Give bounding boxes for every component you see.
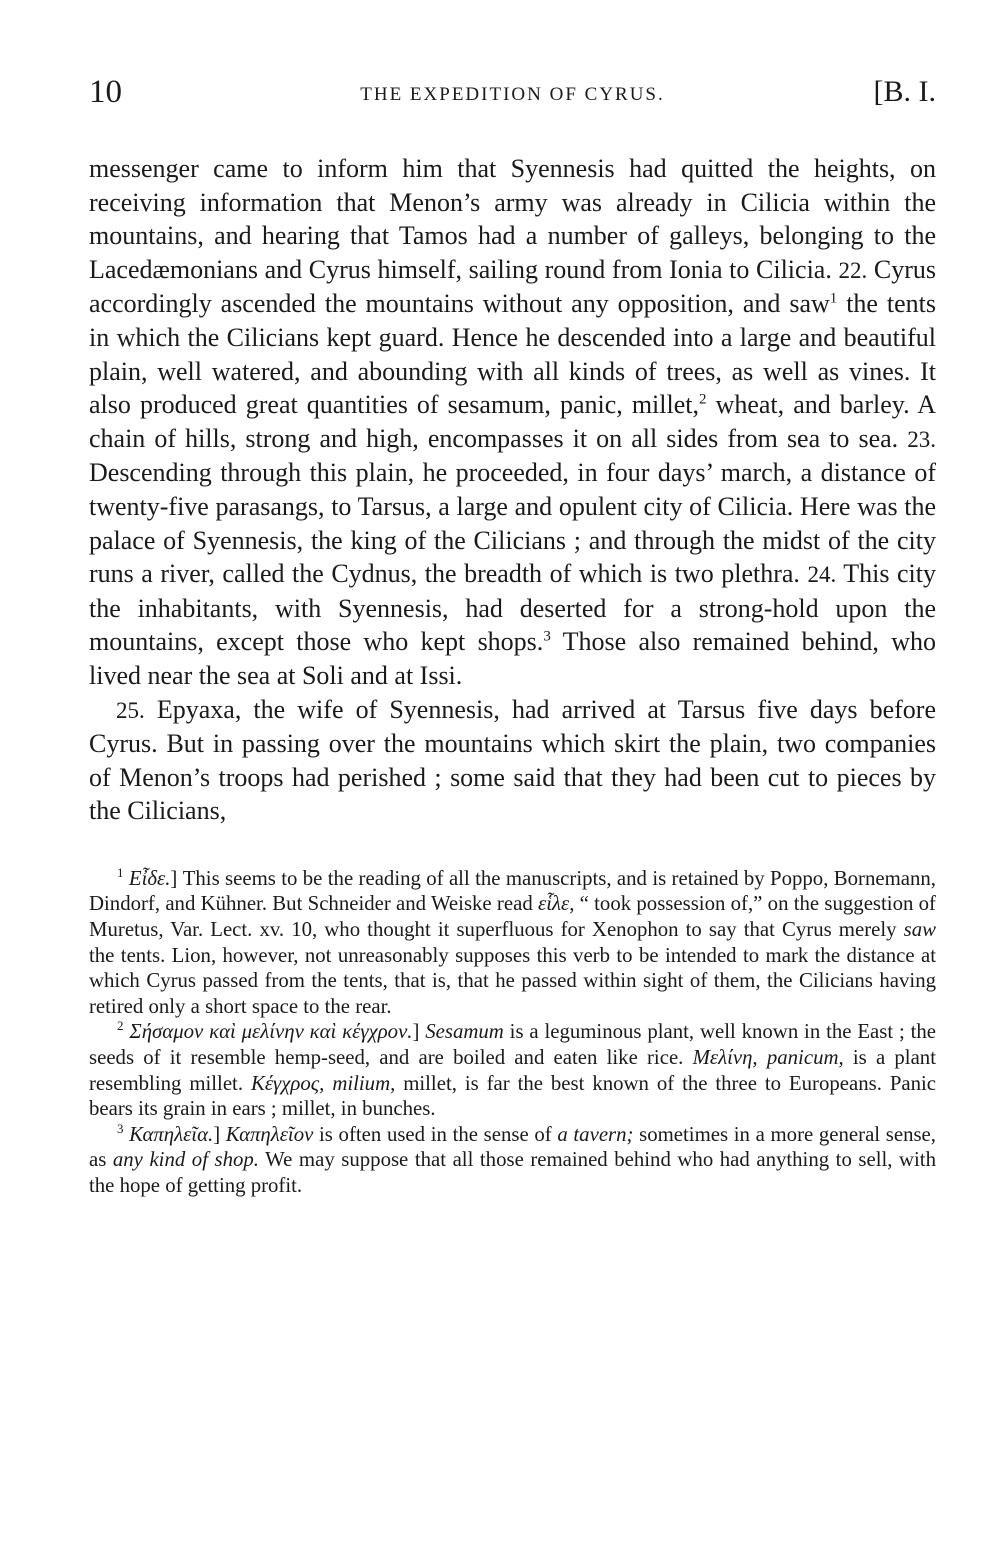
text-run: We may suppose that all those remained behind who had anything to sell, with the hope of getting profit. bbox=[89, 1148, 936, 1197]
text-run: is a leguminous plant, well known in the East ; the seeds of it resemble hemp-seed, and are boiled and eaten like rice. bbox=[89, 1020, 936, 1070]
text-run: sometimes in a more general sense, as bbox=[89, 1122, 936, 1172]
italic-word: milium, bbox=[332, 1071, 396, 1095]
running-title: THE EXPEDITION OF CYRUS. bbox=[360, 84, 665, 105]
section-number-25: 25. bbox=[116, 697, 145, 723]
text-run: Cyrus accordingly ascended the mountains without any opposition, and saw bbox=[89, 254, 936, 319]
footnote-ref-2: 2 bbox=[699, 391, 707, 408]
italic-word: panicum, bbox=[766, 1046, 844, 1070]
footnote-2 bbox=[89, 1019, 936, 1121]
section-number-22: 22. bbox=[838, 257, 868, 283]
page-header bbox=[89, 72, 936, 122]
text-run: , “ took possession of,” on the suggestion of Muretus, Var. Lect. xv. 10, who thought it superfluous for Xenophon to say that Cyrus merely bbox=[89, 892, 936, 942]
footnote-1 bbox=[89, 866, 936, 1020]
text-run bbox=[758, 1046, 767, 1069]
italic-word: saw bbox=[903, 918, 936, 942]
text-run: Those also remained behind, who lived near the sea at Soli and at Issi. bbox=[89, 627, 936, 690]
greek-word: Κέγχρος, bbox=[250, 1071, 325, 1095]
footnote-mark: 2 bbox=[117, 1018, 124, 1034]
footnote-ref-3: 3 bbox=[543, 628, 551, 645]
text-run: messenger came to inform him that Syennesis had quitted the heights, on receiving information that Menon’s army was already in Cilicia within the mountains, and hearing that Tamos had a number of galleys, belonging to the Lacedæmonians and Cyrus himself, sailing round from Ionia to Cilicia. bbox=[89, 154, 936, 284]
text-run: ] bbox=[412, 1020, 426, 1044]
text-run: the tents. Lion, however, not unreasonably supposes this verb to be intended to mark the distance at which Cyrus passed from the tents, that is, that he passed within sight of them, the Cilicians having retired only a short space to the rear. bbox=[89, 943, 936, 1018]
text-run: Epyaxa, the wife of Syennesis, had arrived at Tarsus five days before Cyrus. But in passing over the mountains which skirt the plain, two companies of Menon’s troops had perished ; some said that they had been cut to pieces by the Cilicians, bbox=[89, 694, 936, 826]
section-number-24: 24. bbox=[807, 562, 837, 588]
greek-word: Καπηλεῖον bbox=[225, 1122, 314, 1146]
footnotes bbox=[89, 866, 936, 1199]
italic-word: Sesamum bbox=[425, 1020, 504, 1044]
book-reference: [B. I. bbox=[873, 75, 936, 108]
greek-lemma: Καπηλεῖα. bbox=[129, 1122, 214, 1146]
text-run: Descending through this plain, he proceeded, in four days’ march, a distance of twenty-five parasangs, to Tarsus, a large and opulent city of Cilicia. Here was the palace of Syennesis, the king of the Cilicians ; and through the midst of the city runs a river, called the Cydnus, the breadth of which is two plethra. bbox=[89, 458, 936, 589]
greek-lemma: Σήσαμον καὶ μελίνην καὶ κέγχρον. bbox=[129, 1020, 413, 1044]
paragraph-1 bbox=[89, 152, 936, 693]
section-number-23: 23. bbox=[907, 426, 936, 452]
greek-lemma: Εἶδε. bbox=[128, 866, 171, 890]
text-run: ] This seems to be the reading of all the manuscripts, and is retained by Poppo, Bornemann, Dindorf, and Kühner. But Schneider and Weiske read bbox=[89, 866, 936, 916]
footnote-mark: 3 bbox=[117, 1120, 124, 1136]
text-run: wheat, and barley. A chain of hills, strong and high, encompasses it on all sides from sea to sea. bbox=[89, 390, 936, 453]
greek-word: εἷλε bbox=[538, 892, 570, 916]
greek-word: Μελίνη, bbox=[692, 1046, 758, 1070]
italic-word: a tavern; bbox=[557, 1122, 634, 1146]
text-run: ] bbox=[213, 1122, 226, 1146]
main-text bbox=[89, 152, 936, 828]
text-run: This city the inhabitants, with Syennesis, had deserted for a strong-hold upon the mountains, except those who kept shops. bbox=[89, 559, 936, 657]
italic-word: any kind of shop. bbox=[112, 1148, 260, 1172]
paragraph-2 bbox=[89, 693, 936, 828]
footnote-3 bbox=[89, 1122, 936, 1199]
page-number: 10 bbox=[89, 74, 122, 110]
text-run: is a plant resembling millet. bbox=[89, 1046, 936, 1095]
footnote-ref-1: 1 bbox=[829, 290, 838, 307]
footnote-mark: 1 bbox=[117, 864, 124, 880]
text-run: is often used in the sense of bbox=[313, 1122, 558, 1146]
text-run: the tents in which the Cilicians kept guard. Hence he descended into a large and beautiful plain, well watered, and abounding with all kinds of trees, as well as vines. It also produced great quantities of sesamum, panic, millet, bbox=[89, 289, 936, 420]
text-run: millet, is far the best known of the three to Europeans. Panic bears its grain in ears ; millet, in bunches. bbox=[89, 1071, 937, 1121]
